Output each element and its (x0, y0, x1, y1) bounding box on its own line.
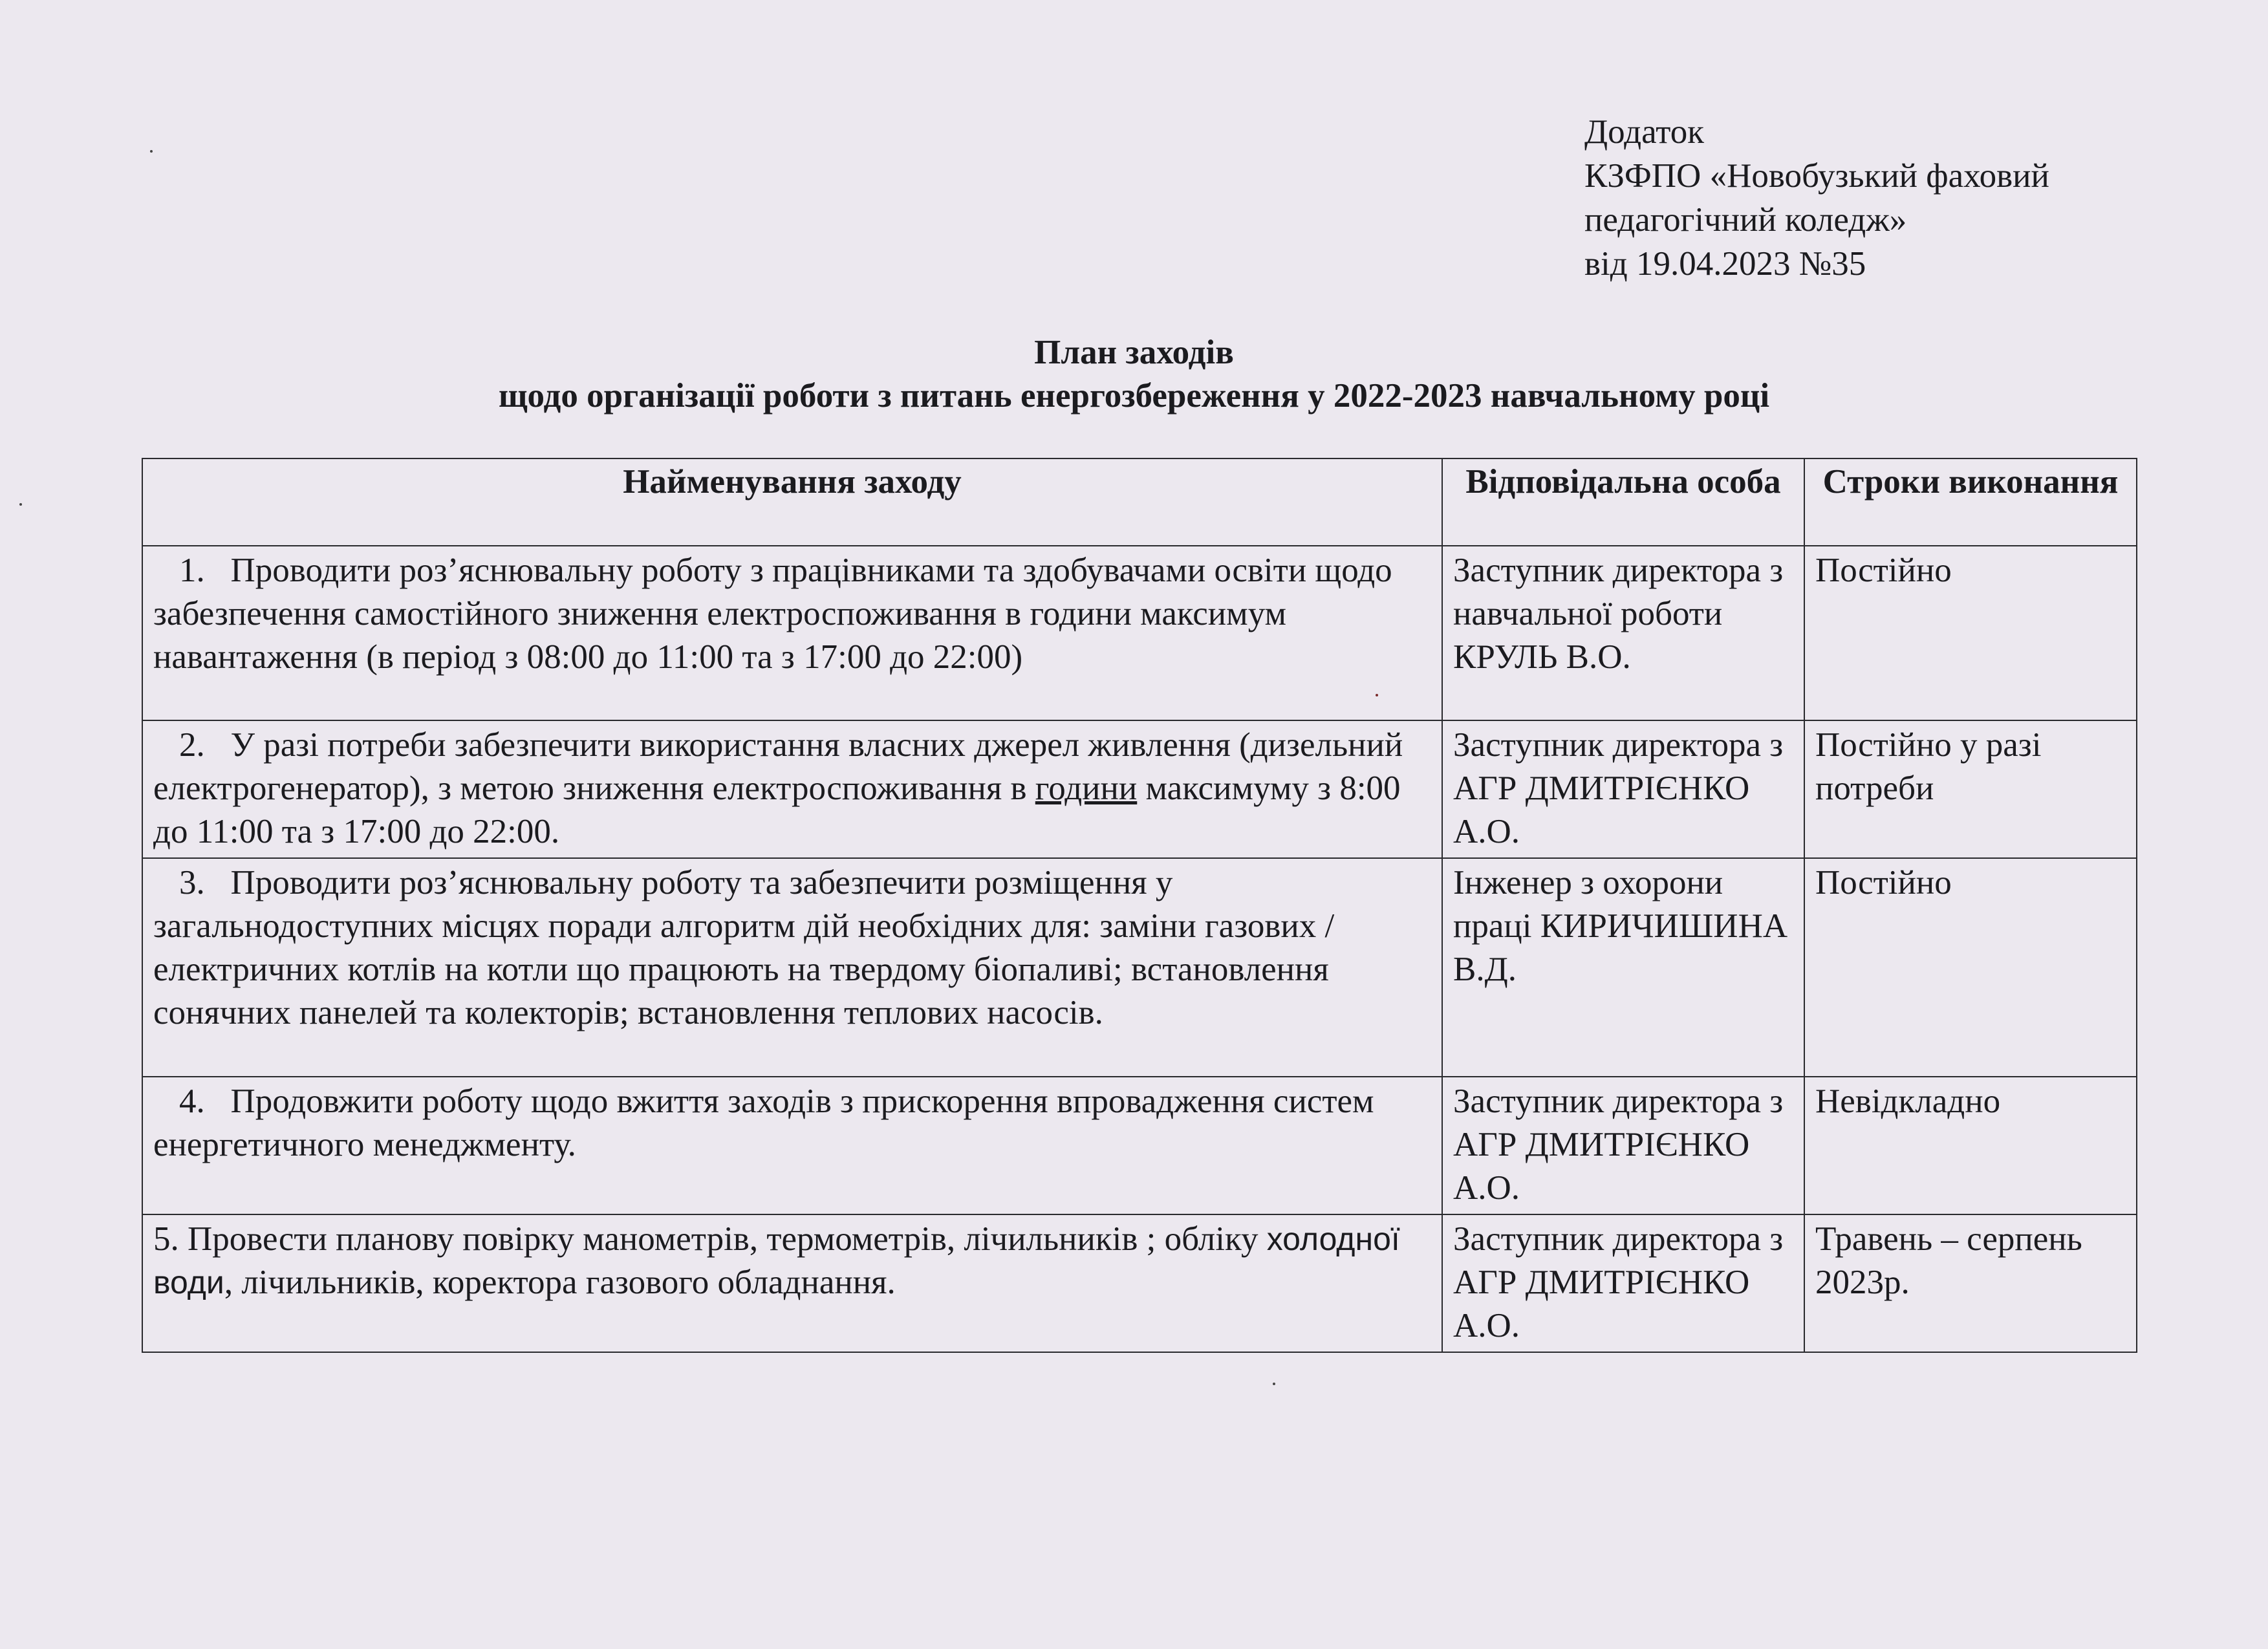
responsible-cell: Інженер з охорони праці КИРИЧИШИНА В.Д. (1442, 858, 1804, 1077)
terms-cell: Постійно (1804, 546, 2137, 720)
scan-speck (1273, 1383, 1275, 1385)
row-number: 1. (179, 552, 205, 589)
measure-text: Проводити роз’яснювальну роботу та забезпечити розміщення у загальнодоступних місцях поради алгоритм дій необхідних для: заміни газових / електричних котлів на котли що працюють на твердому біопаливі; встановлення сонячних панелей та колекторів; встановлення теплових насосів. (153, 864, 1335, 1031)
measure-text: 5. Провести планову повірку манометрів, термометрів, лічильників ; обліку (153, 1220, 1258, 1258)
measure-text: У разі потреби забезпечити використання власних джерел живлення (дизельний електрогенератор), з метою зниження електроспоживання в (153, 726, 1403, 807)
responsible-cell: Заступник директора з АГР ДМИТРІЄНКО А.О. (1442, 720, 1804, 858)
terms-cell: Постійно (1804, 858, 2137, 1077)
measure-text: Продовжити роботу щодо вжиття заходів з прискорення впровадження систем енергетичного менеджменту. (153, 1083, 1374, 1163)
responsible-cell: Заступник директора з АГР ДМИТРІЄНКО А.О. (1442, 1214, 1804, 1352)
measure-cell (142, 1214, 1442, 1352)
measure-text: максимуму з 8:00 до 11:00 та з 17:00 до 22:00. (153, 770, 1401, 850)
title-line-2: щодо організації роботи з питань енергозбереження у 2022-2023 навчальному році (498, 377, 1770, 415)
addendum-line: КЗФПО «Новобузький фаховий (1584, 157, 2049, 195)
measure-text: , лічильників, коректора газового обладнання. (224, 1264, 896, 1301)
row-number: 3. (179, 864, 205, 901)
measure-cell (142, 546, 1442, 720)
row-number: 4. (179, 1083, 205, 1120)
header-name: Найменування заходу (142, 458, 1442, 546)
terms-cell: Невідкладно (1804, 1077, 2137, 1214)
measure-cell (142, 858, 1442, 1077)
measure-cell (142, 1077, 1442, 1214)
scan-speck (150, 150, 153, 153)
title-line-1: План заходів (1034, 334, 1234, 371)
table-row (142, 720, 2137, 858)
table-row (142, 1077, 2137, 1214)
measure-text-underlined: години (1035, 770, 1138, 807)
addendum-line: Додаток (1584, 113, 1704, 151)
addendum-block (1584, 110, 2049, 286)
responsible-cell: Заступник директора з АГР ДМИТРІЄНКО А.О. (1442, 1077, 1804, 1214)
document-title (0, 331, 2268, 418)
table-row (142, 858, 2137, 1077)
table-header-row (142, 458, 2137, 546)
scan-speck (19, 503, 22, 506)
header-terms: Строки виконання (1804, 458, 2137, 546)
scan-speck (1376, 694, 1378, 696)
terms-cell: Травень – серпень 2023р. (1804, 1214, 2137, 1352)
table-row (142, 546, 2137, 720)
table-row (142, 1214, 2137, 1352)
addendum-line: педагогічний коледж» (1584, 201, 1907, 239)
plan-table (142, 458, 2137, 1353)
measure-text-sans: холодної води (153, 1221, 1400, 1300)
row-number: 2. (179, 726, 205, 764)
responsible-cell: Заступник директора з навчальної роботи КРУЛЬ В.О. (1442, 546, 1804, 720)
measure-text: Проводити роз’яснювальну роботу з працівниками та здобувачами освіти щодо забезпечення самостійного зниження електроспоживання в години максимум навантаження (в період з 08:00 до 11:00 та з 17:00 до 22:00) (153, 552, 1392, 676)
header-responsible: Відповідальна особа (1442, 458, 1804, 546)
addendum-line: від 19.04.2023 №35 (1584, 245, 1866, 283)
measure-cell (142, 720, 1442, 858)
terms-cell: Постійно у разі потреби (1804, 720, 2137, 858)
